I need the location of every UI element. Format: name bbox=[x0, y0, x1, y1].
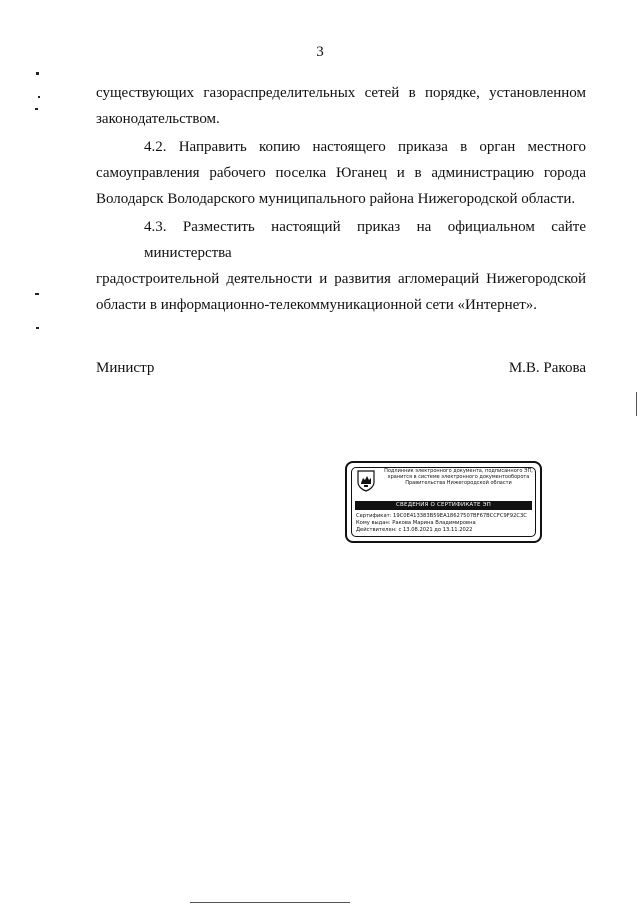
scan-speck bbox=[35, 108, 38, 110]
electronic-signature-stamp bbox=[345, 461, 542, 543]
certificate-row bbox=[356, 513, 527, 520]
text-line: законодательством. bbox=[96, 111, 220, 127]
text-line: области в информационно-телекоммуникационной сети «Интернет». bbox=[96, 297, 538, 313]
coat-of-arms-icon bbox=[357, 470, 375, 492]
certificate-value: 19C0E413383B59EA18627507BF67BCCFC9F92C3C bbox=[393, 513, 527, 519]
paragraph-continuation bbox=[96, 80, 586, 132]
signer-name: М.В. Ракова bbox=[508, 360, 586, 376]
text-line: Володарск Володарского муниципального района Нижегородской области. bbox=[96, 191, 576, 207]
page-number: 3 bbox=[316, 44, 324, 60]
text-line: 4.2. Направить копию настоящего приказа в орган местного bbox=[144, 139, 586, 155]
stamp-notice-line: хранится в системе электронного документооборота bbox=[387, 474, 530, 481]
stamp-notice-line: Правительства Нижегородской области bbox=[405, 480, 512, 487]
text-line: градостроительной деятельности и развития агломераций Нижегородской bbox=[96, 271, 586, 287]
stamp-notice bbox=[381, 468, 536, 487]
text-line: самоуправления рабочего поселка Юганец и в администрацию города bbox=[96, 165, 586, 181]
paragraph-4-2 bbox=[96, 134, 586, 212]
paragraph-4-3 bbox=[96, 214, 586, 318]
scan-bottom-line bbox=[190, 902, 350, 903]
scan-speck bbox=[36, 72, 39, 75]
validity-value: с 13.08.2021 до 13.11.2022 bbox=[398, 527, 473, 533]
validity-row bbox=[356, 527, 527, 534]
issued-to-label: Кому выдан: bbox=[356, 520, 391, 526]
text-line: 4.3. Разместить настоящий приказ на официальном сайте министерства bbox=[144, 219, 586, 261]
certificate-label: Сертификат: bbox=[356, 513, 392, 519]
stamp-header: СВЕДЕНИЯ О СЕРТИФИКАТЕ ЭП bbox=[355, 501, 532, 510]
scan-speck bbox=[35, 293, 39, 295]
scan-speck bbox=[36, 327, 39, 329]
text-line: существующих газораспределительных сетей в порядке, установленном bbox=[96, 85, 586, 101]
issued-to-value: Ракова Марина Владимировна bbox=[392, 520, 476, 526]
stamp-notice-line: Подлинник электронного документа, подписанного ЭП, bbox=[384, 468, 533, 474]
scan-edge-mark bbox=[636, 392, 637, 416]
stamp-certificate-fields bbox=[356, 513, 527, 534]
signer-position: Министр bbox=[96, 360, 155, 376]
issued-to-row bbox=[356, 520, 527, 527]
scan-speck bbox=[38, 96, 40, 98]
validity-label: Действителен: bbox=[356, 527, 397, 533]
